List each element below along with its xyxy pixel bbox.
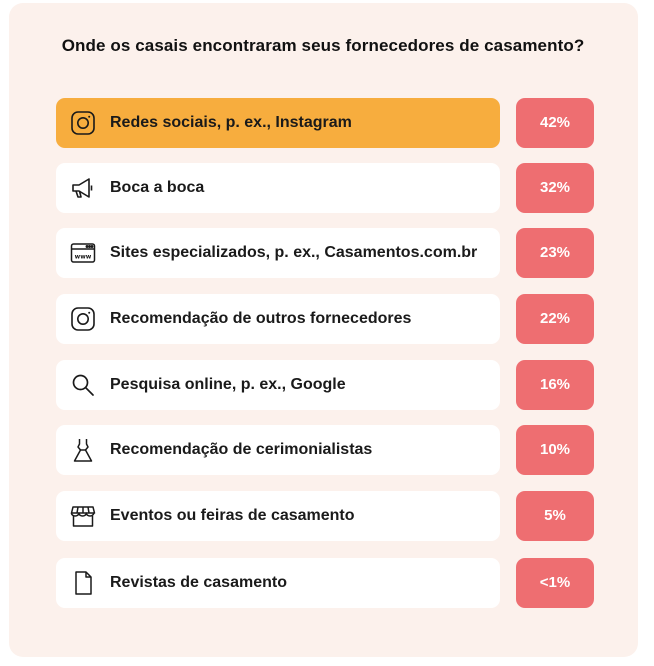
- chart-title: Onde os casais encontraram seus fornecedores de casamento?: [61, 36, 585, 55]
- percent-badge: 42%: [516, 98, 594, 148]
- percent-badge: <1%: [516, 558, 594, 608]
- chart-bar-row: [56, 558, 500, 608]
- percent-badge: 16%: [516, 360, 594, 410]
- category-label: Recomendação de outros fornecedores: [110, 310, 412, 327]
- percent-badge: 5%: [516, 491, 594, 541]
- category-label: Revistas de casamento: [110, 574, 287, 591]
- search-icon: [70, 372, 96, 398]
- chart-bar-row: [56, 98, 500, 148]
- category-label: Eventos ou feiras de casamento: [110, 507, 355, 524]
- chart-bar-row: [56, 163, 500, 213]
- category-label: Boca a boca: [110, 179, 205, 196]
- percent-badge: 22%: [516, 294, 594, 344]
- percent-badge: 23%: [516, 228, 594, 278]
- category-label: Pesquisa online, p. ex., Google: [110, 376, 346, 393]
- percent-badge: 10%: [516, 425, 594, 475]
- instagram-icon: [70, 306, 96, 332]
- category-label: Sites especializados, p. ex., Casamentos.com.br: [110, 244, 478, 261]
- megaphone-icon: [70, 175, 96, 201]
- chart-bar-row: [56, 491, 500, 541]
- svg-text:www: www: [74, 253, 92, 261]
- chart-bar-row: [56, 425, 500, 475]
- category-label: Redes sociais, p. ex., Instagram: [110, 114, 352, 131]
- instagram-icon: [70, 110, 96, 136]
- dress-icon: [70, 437, 96, 463]
- document-icon: [70, 570, 96, 596]
- chart-bar-row: [56, 360, 500, 410]
- website-icon: [70, 240, 96, 266]
- chart-bar-row: [56, 228, 500, 278]
- chart-bar-row: [56, 294, 500, 344]
- percent-badge: 32%: [516, 163, 594, 213]
- category-label: Recomendação de cerimonialistas: [110, 441, 373, 458]
- storefront-icon: [70, 503, 96, 529]
